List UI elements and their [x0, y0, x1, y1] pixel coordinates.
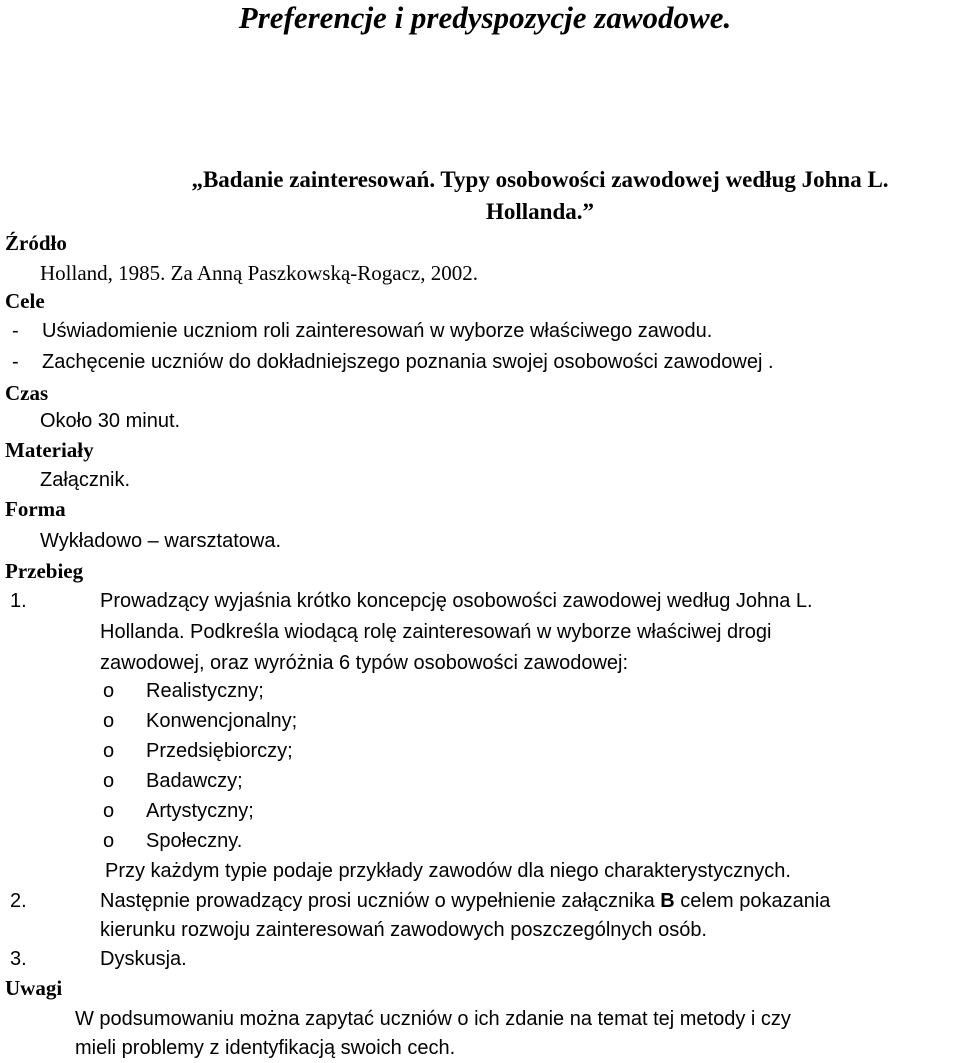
document-subtitle: „Badanie zainteresowań. Typy osobowości zawodowej według Johna L. Hollanda.” — [191, 167, 889, 224]
document-title: Preferencje i predyspozycje zawodowe. — [238, 0, 732, 35]
bullet-marker: o — [103, 770, 115, 792]
dash-marker: - — [12, 320, 19, 342]
type-label: Przedsiębiorczy; — [146, 740, 293, 762]
step-1-line: Prowadzący wyjaśnia krótko koncepcję osobowości zawodowej według Johna L. — [100, 590, 813, 612]
step-number: 3. — [10, 948, 27, 970]
bullet-marker: o — [103, 680, 115, 702]
forma-text: Wykładowo – warsztatowa. — [40, 530, 282, 552]
cele-item-text: Zachęcenie uczniów do dokładniejszego poznania swojej osobowości zawodowej . — [42, 351, 774, 373]
heading-zrodlo: Źródło — [5, 231, 67, 255]
type-label: Badawczy; — [146, 770, 243, 792]
step-2-line: kierunku rozwoju zainteresowań zawodowych poszczególnych osób. — [100, 919, 707, 941]
type-label: Artystyczny; — [146, 800, 254, 822]
step-1-line: zawodowej, oraz wyróżnia 6 typów osobowości zawodowej: — [100, 652, 629, 674]
heading-uwagi: Uwagi — [5, 976, 63, 1000]
heading-czas: Czas — [5, 381, 49, 405]
cele-item-text: Uświadomienie uczniom roli zainteresowań w wyborze właściwego zawodu. — [42, 320, 713, 342]
step-number: 2. — [10, 890, 27, 912]
bullet-marker: o — [103, 710, 115, 732]
type-label: Społeczny. — [146, 830, 243, 852]
zrodlo-text: Holland, 1985. Za Anną Paszkowską-Rogacz, 2002. — [40, 261, 478, 285]
attachment-letter: B — [660, 890, 675, 912]
heading-materialy: Materiały — [5, 438, 94, 462]
step-1-line: Hollanda. Podkreśla wiodącą rolę zainteresowań w wyborze właściwej drogi — [100, 621, 772, 643]
type-label: Konwencjonalny; — [146, 710, 298, 732]
czas-text: Około 30 minut. — [40, 410, 181, 432]
bullet-marker: o — [103, 740, 115, 762]
heading-forma: Forma — [5, 497, 66, 521]
step-2-text: Następnie prowadzący prosi uczniów o wypełnienie załącznika — [100, 890, 661, 912]
step-2-text: celem pokazania — [674, 890, 831, 912]
heading-przebieg: Przebieg — [5, 559, 84, 583]
step-number: 1. — [10, 590, 27, 612]
type-label: Realistyczny; — [146, 680, 264, 702]
bullet-marker: o — [103, 830, 115, 852]
step-1-note: Przy każdym typie podaje przykłady zawodów dla niego charakterystycznych. — [105, 860, 791, 882]
bullet-marker: o — [103, 800, 115, 822]
heading-cele: Cele — [5, 289, 45, 313]
step-2-line — [100, 886, 830, 916]
materialy-text: Załącznik. — [40, 469, 131, 491]
uwagi-line: mieli problemy z identyfikacją swoich cech. — [75, 1037, 456, 1059]
uwagi-line: W podsumowaniu można zapytać uczniów o ich zdanie na temat tej metody i czy — [75, 1008, 791, 1030]
step-3-text: Dyskusja. — [100, 948, 187, 970]
dash-marker: - — [12, 351, 19, 373]
